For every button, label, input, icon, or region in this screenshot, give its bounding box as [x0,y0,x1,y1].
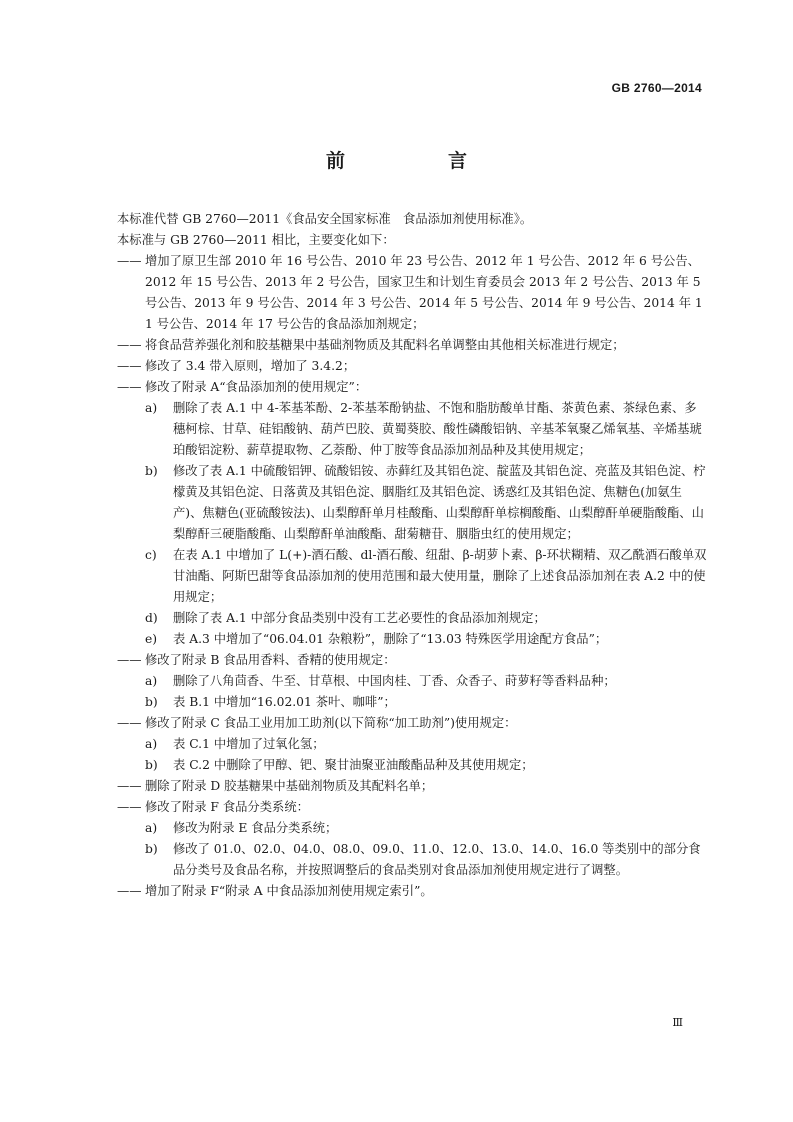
dash-mark: —— [117,653,142,667]
sub-change-text: 修改了 01.0、02.0、04.0、08.0、09.0、11.0、12.0、13.0、14.0、16.0 等类别中的部分食品分类号及食品名称，并按照调整后的食品类别对食品添加剂使用规定进行了调整。 [173,842,701,877]
sub-change-label: a) [145,821,158,835]
intro-paragraph: 本标准与 GB 2760—2011 相比，主要变化如下： [117,233,395,247]
dash-mark: —— [117,254,142,268]
sub-change-text: 删除了表 A.1 中 4-苯基苯酚、2-苯基苯酚钠盐、不饱和脂肪酸单甘酯、茶黄色素、茶绿色素、多穗柯棕、甘草、硅铝酸钠、葫芦巴胶、黄蜀葵胶、酸性磷酸铝钠、辛基苯氧聚乙烯氧基、辛烯基琥珀酸铝淀粉、薪草提取物、乙萘酚、仲丁胺等食品添加剂品种及其使用规定； [173,401,702,457]
sub-change-item [117,545,707,608]
sub-change-label: e) [145,632,158,646]
sub-change-label: a) [145,401,158,415]
sub-change-item [117,398,707,461]
sub-change-text: 删除了八角茴香、牛至、甘草根、中国肉桂、丁香、众香子、莳萝籽等香料品种； [173,674,616,688]
dash-mark: —— [117,338,142,352]
change-item [117,713,707,734]
sub-change-item [117,734,707,755]
change-item [117,356,707,377]
sub-change-label: b) [145,464,158,478]
dash-mark: —— [117,779,142,793]
change-item [117,377,707,398]
sub-change-label: b) [145,842,158,856]
change-text: 增加了原卫生部 2010 年 16 号公告、2010 年 23 号公告、2012 年 1 号公告、2012 年 6 号公告、2012 年 15 号公告、2013 年 2 号公告，国家卫生和计划生育委员会 2013 年 2 号公告、2013 年 5 号公告、2013 年 9 号公告、2014 年 3 号公告、2014 年 5 号公告、2014 年 9 号公告、2014 年 11 号公告、2014 年 17 号公告的食品添加剂规定； [145,254,703,331]
change-text: 修改了 3.4 带入原则，增加了 3.4.2； [145,359,356,373]
dash-mark: —— [117,716,142,730]
std-code: GB 2760—2014 [611,81,702,95]
page-title: 前 言 [325,150,509,172]
sub-change-item [117,608,707,629]
change-text: 修改了附录 B 食品用香料、香精的使用规定： [145,653,396,667]
change-text: 修改了附录 C 食品工业用加工助剂(以下简称“加工助剂”)使用规定： [145,716,517,730]
sub-change-label: c) [145,548,157,562]
change-item [117,776,707,797]
sub-change-text: 修改了表 A.1 中硫酸铝钾、硫酸铝铵、赤藓红及其铝色淀、靛蓝及其铝色淀、亮蓝及其铝色淀、柠檬黄及其铝色淀、日落黄及其铝色淀、胭脂红及其铝色淀、诱惑红及其铝色淀、焦糖色(加氨生产)、焦糖色(亚硫酸铵法)、山梨醇酐单月桂酸酯、山梨醇酐单棕榈酸酯、山梨醇酐单硬脂酸酯、山梨醇酐三硬脂酸酯、山梨醇酐单油酸酯、甜菊糖苷、胭脂虫红的使用规定； [173,464,706,541]
sub-change-item [117,818,707,839]
sub-change-text: 删除了表 A.1 中部分食品类别中没有工艺必要性的食品添加剂规定； [173,611,546,625]
dash-mark: —— [117,359,142,373]
dash-mark: —— [117,800,142,814]
change-item [117,881,707,902]
sub-change-item [117,692,707,713]
change-text: 将食品营养强化剂和胶基糖果中基础剂物质及其配料名单调整由其他相关标准进行规定； [145,338,625,352]
sub-change-item [117,839,707,881]
sub-change-label: a) [145,674,158,688]
change-text: 删除了附录 D 胶基糖果中基础剂物质及其配料名单； [145,779,434,793]
dash-mark: —— [117,380,142,394]
changes-list [117,251,707,902]
sub-change-item [117,755,707,776]
change-text: 修改了附录 A“食品添加剂的使用规定”： [145,380,368,394]
change-item [117,650,707,671]
sub-change-text: 表 C.1 中增加了过氧化氢； [173,737,325,751]
sub-change-item [117,629,707,650]
change-item [117,251,707,335]
sub-change-text: 修改为附录 E 食品分类系统； [173,821,338,835]
sub-change-text: 表 C.2 中删除了甲醇、钯、聚甘油聚亚油酸酯品种及其使用规定； [173,758,534,772]
sub-change-label: b) [145,758,158,772]
sub-change-item [117,671,707,692]
sub-change-item [117,461,707,545]
intro-paragraph: 本标准代替 GB 2760—2011《食品安全国家标准 食品添加剂使用标准》。 [117,212,533,226]
change-item [117,335,707,356]
change-text: 修改了附录 F 食品分类系统： [145,800,309,814]
sub-change-text: 表 B.1 中增加“16.02.01 茶叶、咖啡”； [173,695,396,709]
sub-change-text: 在表 A.1 中增加了 L(+)-酒石酸、dl-酒石酸、纽甜、β-胡萝卜素、β-环状糊精、双乙酰酒石酸单双甘油酯、阿斯巴甜等食品添加剂的使用范围和最大使用量，删除了上述食品添加剂在表 A.2 中的使用规定； [173,548,707,604]
page-number: Ⅲ [672,1016,683,1029]
document-body [117,209,707,902]
dash-mark: —— [117,884,142,898]
sub-change-text: 表 A.3 中增加了“06.04.01 杂粮粉”，删除了“13.03 特殊医学用途配方食品”； [173,632,608,646]
sub-change-label: d) [145,611,158,625]
change-item [117,797,707,818]
sub-change-label: a) [145,737,158,751]
change-text: 增加了附录 F“附录 A 中食品添加剂使用规定索引”。 [145,884,433,898]
sub-change-label: b) [145,695,158,709]
